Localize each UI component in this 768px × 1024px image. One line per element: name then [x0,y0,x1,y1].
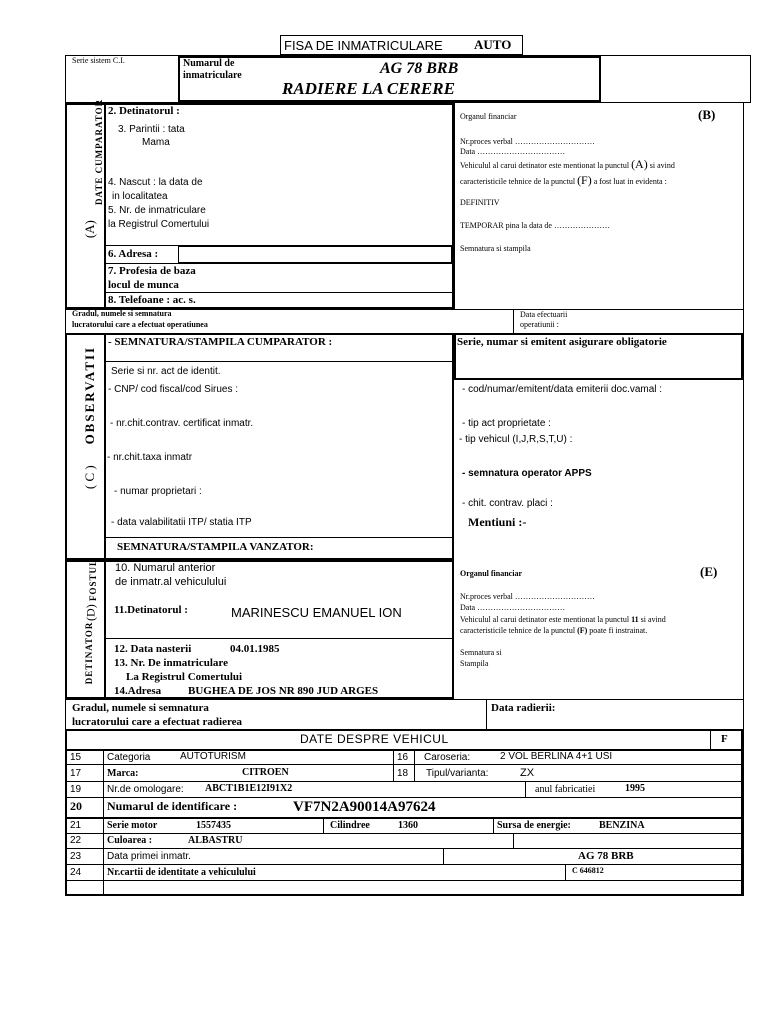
mentiuni-label: Mentiuni :- [468,515,527,529]
cod-vamal-label: - cod/numar/emitent/data emiterii doc.vamal : [462,384,663,395]
vehicle-letter: F [721,733,728,745]
row-20-num: 20 [70,799,82,813]
row-15-num: 15 [70,752,82,763]
plate-number: AG 78 BRB [380,60,459,77]
row-16-value: 2 VOL BERLINA 4+1 USI [500,751,613,762]
e-semnatura: Semnatura si [460,648,502,657]
data-itp-label: - data valabilitatii ITP/ statia ITP [111,517,252,528]
row-22-label: Culoarea : [107,835,153,846]
data-nasterii-label: 12. Data nasterii [114,643,192,655]
section-d-side-label-1: DETINATOR [84,621,95,685]
tip-vehicul-label: - tip vehicul (I,J,R,S,T,U) : [459,434,573,445]
chit-placi-label: - chit. contrav. placi : [462,498,553,509]
locul-label: locul de munca [108,279,179,291]
form-title-prefix: FISA DE INMATRICULARE [284,38,443,53]
registrul-label: la Registrul Comertului [108,219,210,230]
section-c-letter: ( C ) [81,465,97,490]
b-vehiculul-line-2: caracteristicile tehnice de la punctul (F) a fost luat in evidenta : [460,173,667,187]
gradul-a-1: Gradul, numele si semnatura [72,309,172,318]
section-a-letter: (A) [81,220,97,239]
numar-proprietari-label: - numar proprietari : [114,486,202,497]
b-organul: Organul financiar [460,112,517,121]
row-19-value: ABCT1B1E12I91X2 [205,783,293,794]
numarul-anterior-2: de inmatr.al vehiculului [115,576,227,588]
row-20-value: VF7N2A90014A97624 [293,799,436,815]
adresa-d-label: 14.Adresa [114,685,162,697]
row-22-num: 22 [70,835,82,846]
row-17-value: CITROEN [242,767,289,778]
e-data: Data …………………………… [460,603,566,612]
parintii-label: 3. Parintii : tata [118,124,185,135]
b-vehiculul-line-1: Vehiculul al carui detinator este mentionat la punctul (A) si avind [460,157,675,171]
nr-inmatriculare-label: 5. Nr. de inmatriculare [108,205,206,216]
detinatorul-label: 2. Detinatorul : [108,105,180,117]
row-23-value: AG 78 BRB [578,850,634,862]
row-18-num: 18 [397,768,409,779]
row-21-sursa-value: BENZINA [599,820,645,831]
chit-taxa-label: - nr.chit.taxa inmatr [107,452,193,463]
b-proces: Nr.proces verbal ………………………… [460,137,595,146]
tip-act-label: - tip act proprietate : [462,418,551,429]
b-semnatura: Semnatura si stampila [460,244,531,253]
e-proces: Nr.proces verbal ………………………… [460,592,595,601]
profesia-label: 7. Profesia de baza [108,265,196,277]
data-efectuarii-1: Data efectuarii [520,310,568,319]
row-24-label: Nr.cartii de identitate a vehiculului [107,867,256,878]
section-c-side-label: OBSERVATII [81,345,97,445]
row-24-num: 24 [70,867,82,878]
e-vehiculul-line-2: caracteristicile tehnice de la punctul (F) poate fi instrainat. [460,626,648,635]
row-21-sursa-label: Sursa de energie: [497,820,571,831]
numarul-label-2: inmatriculare [183,70,242,81]
gradul-d-2: lucratorului care a efectuat radierea [72,716,243,728]
row-18-label: Tipul/varianta: [426,768,489,779]
e-stampila: Stampila [460,659,489,668]
row-19-num: 19 [70,784,82,795]
telefoane-label: 8. Telefoane : ac. s. [108,294,196,306]
row-22-value: ALBASTRU [188,835,243,846]
row-21-cil-value: 1360 [398,820,418,831]
form-title [280,35,523,55]
row-18-value: ZX [520,767,535,779]
serie-act-label: Serie si nr. act de identit. [111,366,221,377]
section-a-side-label: DATE CUMPARATOR [94,98,105,205]
row-16-label: Caroseria: [424,752,471,763]
row-21-value: 1557435 [196,820,231,831]
row-23-num: 23 [70,851,82,862]
serie-sistem-label: Serie sistem C.I. [72,56,125,65]
adresa-d-value: BUGHEA DE JOS NR 890 JUD ARGES [188,685,379,697]
localitatea-label: in localitatea [112,191,168,202]
gradul-a-2: lucratorului care a efectuat operatiunea [72,320,208,329]
row-17-label: Marca: [107,768,139,779]
row-21-label: Serie motor [107,820,158,831]
row-20-label: Numarul de identificare : [107,799,238,813]
row-15-value: AUTOTURISM [180,751,246,762]
b-letter: (B) [698,107,716,122]
section-d-letter: (D) [83,604,98,621]
numarul-anterior-1: 10. Numarul anterior [115,562,216,574]
row-19-an-label: anul fabricatiei [535,784,596,795]
semn-apps-label: - semnatura operator APPS [462,468,592,479]
cnp-label: - CNP/ cod fiscal/cod Sirues : [108,384,239,395]
semn-vanzator: SEMNATURA/STAMPILA VANZATOR: [117,541,314,553]
b-data: Data …………………………… [460,147,566,156]
e-letter: (E) [700,564,718,579]
row-19-an-value: 1995 [625,783,645,794]
data-nasterii-value: 04.01.1985 [230,643,280,655]
row-23-label: Data primei inmatr. [107,851,191,862]
section-d-side-label-2: FOSTUL [88,558,99,601]
data-radierii-label: Data radierii: [491,702,556,714]
gradul-d-1: Gradul, numele si semnatura [72,702,209,714]
serie-asigurare-label: Serie, numar si emitent asigurare obligatorie [457,336,667,348]
detinatorul-d-value: MARINESCU EMANUEL ION [231,605,402,620]
chit-certificat-label: - nr.chit.contrav. certificat inmatr. [110,418,254,429]
data-efectuarii-2: operatiunii : [520,320,559,329]
e-vehiculul-line-1: Vehiculul al carui detinator este mentionat la punctul 11 si avind [460,615,666,624]
row-16-num: 16 [397,752,409,763]
row-19-label: Nr.de omologare: [107,784,184,795]
row-24-value: C 646812 [572,866,604,875]
row-15-label: Categoria [107,752,151,763]
mama-label: Mama [142,137,170,148]
row-21-num: 21 [70,820,82,831]
vehicle-header: DATE DESPRE VEHICUL [300,732,449,746]
detinatorul-d-label: 11.Detinatorul : [114,604,188,616]
registrul-d-label: La Registrul Comertului [126,671,243,683]
numarul-label-1: Numarul de [183,58,235,69]
row-21-cil-label: Cilindree [330,820,370,831]
nascut-label: 4. Nascut : la data de [108,177,203,188]
semn-cumparator: - SEMNATURA/STAMPILA CUMPARATOR : [108,336,333,348]
radiere-status: RADIERE LA CERERE [282,79,455,98]
nr-inmatriculare-d-label: 13. Nr. De inmatriculare [114,657,228,669]
e-organul: Organul financiar [460,569,523,578]
adresa-field[interactable] [178,246,452,263]
adresa-label: 6. Adresa : [108,248,159,260]
b-definitiv: DEFINITIV [460,198,500,207]
form-title-bold: AUTO [474,37,512,52]
b-temporar: TEMPORAR pina la data de ………………… [460,221,610,230]
row-17-num: 17 [70,768,82,779]
